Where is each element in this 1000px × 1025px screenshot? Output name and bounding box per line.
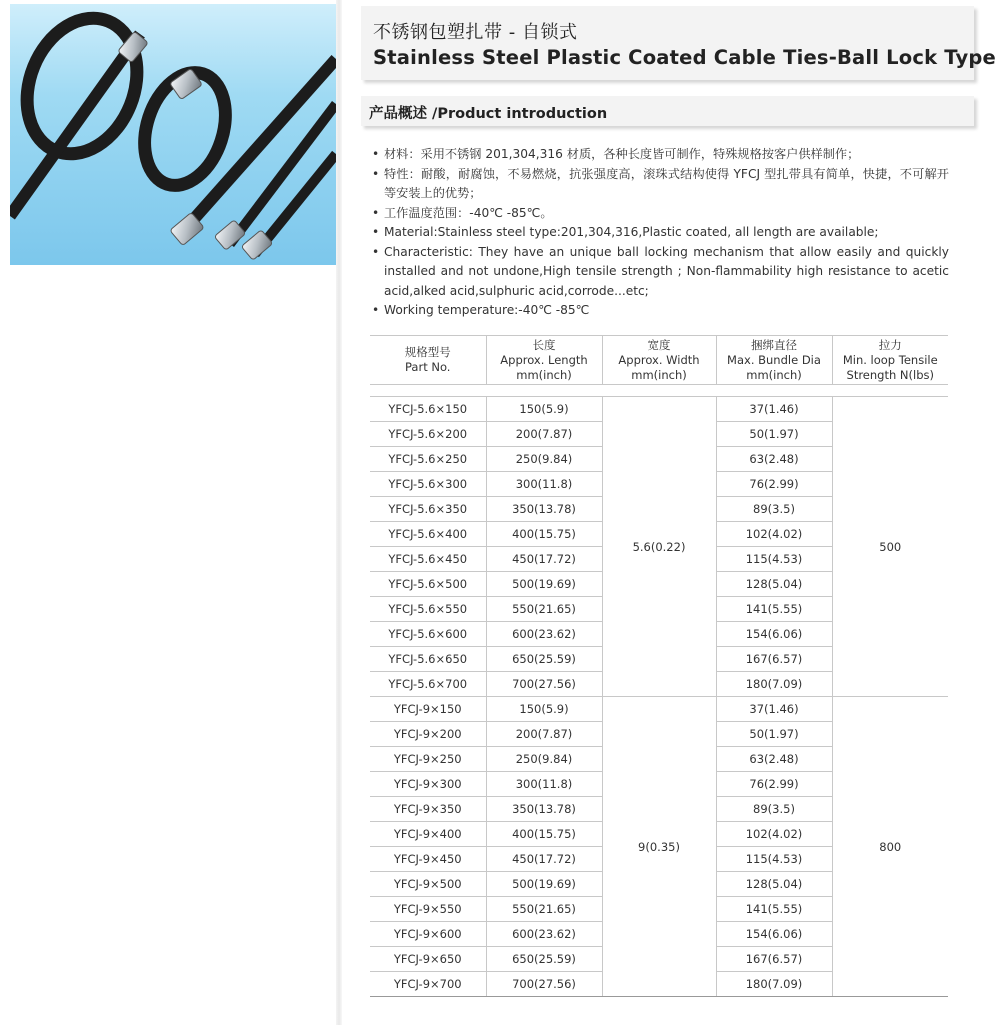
- header-line: Approx. Length: [500, 352, 588, 367]
- header-line: 拉力: [878, 337, 902, 352]
- bundle-dia-cell: 180(7.09): [716, 972, 832, 997]
- title-box: [361, 6, 996, 80]
- bundle-dia-cell: 63(2.48): [716, 447, 832, 472]
- length-cell: 300(11.8): [486, 772, 602, 797]
- length-cell: 500(19.69): [486, 572, 602, 597]
- length-cell: 300(11.8): [486, 472, 602, 497]
- bundle-dia-cell: 167(6.57): [716, 647, 832, 672]
- table-header-cell: [832, 336, 948, 385]
- description-text: 材料：采用不锈钢 201,304,316 材质，各种长度皆可制作，特殊规格按客户供样制作；: [384, 147, 860, 161]
- length-cell: 600(23.62): [486, 622, 602, 647]
- tensile-cell: 500: [832, 397, 948, 697]
- header-line: Min. loop Tensile: [842, 352, 938, 367]
- bundle-dia-cell: 37(1.46): [716, 397, 832, 422]
- width-cell: 5.6(0.22): [602, 397, 716, 697]
- length-cell: 600(23.62): [486, 922, 602, 947]
- description-text: 特性：耐酸，耐腐蚀，不易燃烧，抗张强度高，滚珠式结构使得 YFCJ 型扎带具有简单，快捷，不可解开等安装上的优势；: [384, 166, 949, 200]
- bundle-dia-cell: 115(4.53): [716, 547, 832, 572]
- bullet-icon: •: [372, 303, 380, 317]
- part-number-cell: YFCJ-9×500: [370, 872, 486, 897]
- header-line: Part No.: [405, 360, 451, 374]
- bullet-icon: •: [372, 205, 380, 220]
- part-number-cell: YFCJ-9×350: [370, 797, 486, 822]
- spec-table: [370, 335, 948, 997]
- table-header-cell: [370, 336, 486, 385]
- length-cell: 650(25.59): [486, 647, 602, 672]
- title-english: Stainless Steel Plastic Coated Cable Ties-Ball Lock Type: [373, 46, 996, 69]
- bundle-dia-cell: 50(1.97): [716, 722, 832, 747]
- table-header-row: [370, 336, 948, 385]
- length-cell: 550(21.65): [486, 897, 602, 922]
- part-number-cell: YFCJ-5.6×700: [370, 672, 486, 697]
- bullet-icon: •: [372, 147, 380, 161]
- description-text: Material:Stainless steel type:201,304,316,Plastic coated, all length are available;: [384, 225, 879, 239]
- header-line: Max. Bundle Dia: [727, 352, 821, 367]
- header-line: 长度: [532, 337, 556, 352]
- length-cell: 700(27.56): [486, 672, 602, 697]
- part-number-cell: YFCJ-9×600: [370, 922, 486, 947]
- length-cell: 150(5.9): [486, 397, 602, 422]
- part-number-cell: YFCJ-9×450: [370, 847, 486, 872]
- length-cell: 700(27.56): [486, 972, 602, 997]
- table-header-cell: [602, 336, 716, 385]
- length-cell: 350(13.78): [486, 497, 602, 522]
- spacer-cell: [370, 385, 948, 397]
- bundle-dia-cell: 102(4.02): [716, 522, 832, 547]
- description-item: [372, 145, 949, 165]
- description-text: Characteristic: They have an unique ball locking mechanism that allow easily and quickly installed and not undone,High tensile strength ; Non-flammability high resistance to acetic acid,alked acid,sulphuric acid,corrode...etc;: [384, 244, 949, 298]
- bundle-dia-cell: 128(5.04): [716, 572, 832, 597]
- length-cell: 250(9.84): [486, 447, 602, 472]
- header-line: 规格型号: [404, 345, 451, 359]
- cable-ties-illustration: [10, 4, 336, 265]
- part-number-cell: YFCJ-5.6×250: [370, 447, 486, 472]
- table-row: [370, 697, 948, 722]
- title-chinese: 不锈钢包塑扎带 - 自锁式: [373, 22, 578, 43]
- bundle-dia-cell: 115(4.53): [716, 847, 832, 872]
- bundle-dia-cell: 50(1.97): [716, 422, 832, 447]
- bundle-dia-cell: 128(5.04): [716, 872, 832, 897]
- description-item: [372, 165, 949, 204]
- description-item: [372, 223, 949, 243]
- bundle-dia-cell: 167(6.57): [716, 947, 832, 972]
- table-header-cell: [716, 336, 832, 385]
- part-number-cell: YFCJ-9×700: [370, 972, 486, 997]
- part-number-cell: YFCJ-5.6×300: [370, 472, 486, 497]
- part-number-cell: YFCJ-5.6×550: [370, 597, 486, 622]
- bundle-dia-cell: 180(7.09): [716, 672, 832, 697]
- part-number-cell: YFCJ-9×200: [370, 722, 486, 747]
- part-number-cell: YFCJ-9×250: [370, 747, 486, 772]
- part-number-cell: YFCJ-5.6×400: [370, 522, 486, 547]
- part-number-cell: YFCJ-9×650: [370, 947, 486, 972]
- section-title: 产品概述 /Product introduction: [369, 106, 608, 122]
- bundle-dia-cell: 37(1.46): [716, 697, 832, 722]
- bundle-dia-cell: 89(3.5): [716, 797, 832, 822]
- length-cell: 400(15.75): [486, 822, 602, 847]
- tensile-cell: 800: [832, 697, 948, 997]
- part-number-cell: YFCJ-5.6×450: [370, 547, 486, 572]
- bundle-dia-cell: 89(3.5): [716, 497, 832, 522]
- length-cell: 500(19.69): [486, 872, 602, 897]
- part-number-cell: YFCJ-5.6×350: [370, 497, 486, 522]
- bundle-dia-cell: 141(5.55): [716, 897, 832, 922]
- length-cell: 150(5.9): [486, 697, 602, 722]
- vertical-divider: [336, 0, 342, 1025]
- bullet-icon: •: [372, 166, 380, 181]
- description-item: [372, 243, 949, 302]
- bundle-dia-cell: 154(6.06): [716, 922, 832, 947]
- part-number-cell: YFCJ-9×300: [370, 772, 486, 797]
- bundle-dia-cell: 154(6.06): [716, 622, 832, 647]
- bundle-dia-cell: 141(5.55): [716, 597, 832, 622]
- part-number-cell: YFCJ-9×400: [370, 822, 486, 847]
- description-text: 工作温度范围：-40℃ -85℃。: [384, 205, 553, 220]
- part-number-cell: YFCJ-9×150: [370, 697, 486, 722]
- table-header-cell: [486, 336, 602, 385]
- product-description: [372, 145, 949, 321]
- length-cell: 450(17.72): [486, 547, 602, 572]
- bullet-icon: •: [372, 244, 380, 259]
- header-line: Approx. Width: [618, 352, 700, 367]
- length-cell: 550(21.65): [486, 597, 602, 622]
- length-cell: 450(17.72): [486, 847, 602, 872]
- part-number-cell: YFCJ-5.6×200: [370, 422, 486, 447]
- length-cell: 350(13.78): [486, 797, 602, 822]
- length-cell: 650(25.59): [486, 947, 602, 972]
- length-cell: 250(9.84): [486, 747, 602, 772]
- part-number-cell: YFCJ-5.6×650: [370, 647, 486, 672]
- description-text: Working temperature:-40℃ -85℃: [384, 303, 590, 317]
- header-line: mm(inch): [631, 367, 687, 382]
- table-row: [370, 397, 948, 422]
- section-header: [361, 96, 974, 126]
- header-line: 捆绑直径: [751, 337, 797, 352]
- description-item: [372, 301, 949, 321]
- bundle-dia-cell: 102(4.02): [716, 822, 832, 847]
- header-line: mm(inch): [516, 367, 572, 382]
- length-cell: 200(7.87): [486, 422, 602, 447]
- bundle-dia-cell: 76(2.99): [716, 472, 832, 497]
- product-photo: [10, 4, 336, 265]
- bullet-icon: •: [372, 225, 380, 239]
- width-cell: 9(0.35): [602, 697, 716, 997]
- bundle-dia-cell: 76(2.99): [716, 772, 832, 797]
- part-number-cell: YFCJ-5.6×150: [370, 397, 486, 422]
- header-line: 宽度: [647, 337, 671, 352]
- header-line: mm(inch): [746, 367, 802, 382]
- part-number-cell: YFCJ-9×550: [370, 897, 486, 922]
- length-cell: 200(7.87): [486, 722, 602, 747]
- description-item: [372, 204, 949, 224]
- header-line: Strength N(lbs): [846, 367, 934, 382]
- length-cell: 400(15.75): [486, 522, 602, 547]
- bundle-dia-cell: 63(2.48): [716, 747, 832, 772]
- part-number-cell: YFCJ-5.6×600: [370, 622, 486, 647]
- header-spacer-row: [370, 385, 948, 397]
- part-number-cell: YFCJ-5.6×500: [370, 572, 486, 597]
